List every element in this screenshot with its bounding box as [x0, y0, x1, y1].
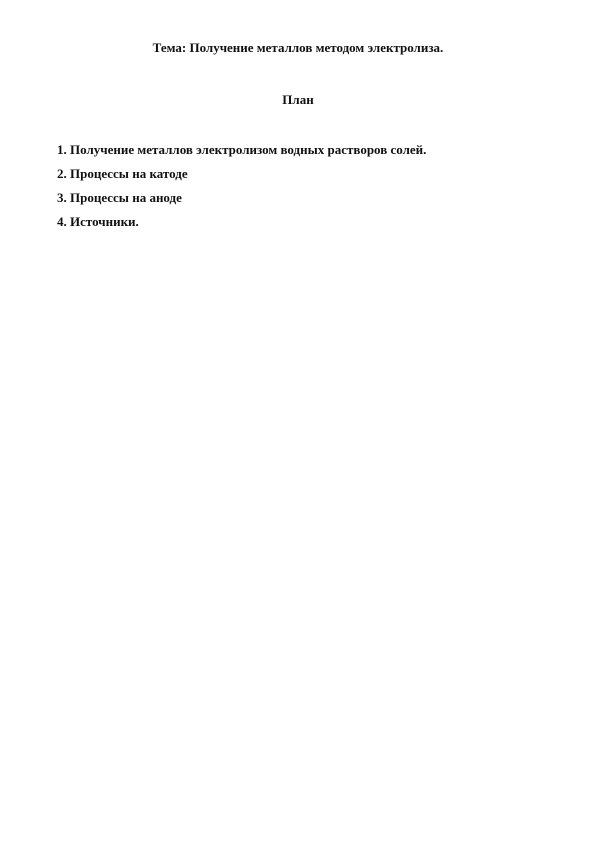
- document-title: Тема: Получение металлов методом электролиза.: [152, 40, 444, 55]
- plan-item-1: 1. Получение металлов электролизом водных растворов солей.: [57, 142, 427, 157]
- plan-heading: План: [282, 92, 314, 107]
- plan-item-4: 4. Источники.: [57, 214, 139, 229]
- plan-item-3: 3. Процессы на аноде: [57, 190, 182, 205]
- plan-item-2: 2. Процессы на катоде: [57, 166, 188, 181]
- plan-list: [57, 142, 577, 238]
